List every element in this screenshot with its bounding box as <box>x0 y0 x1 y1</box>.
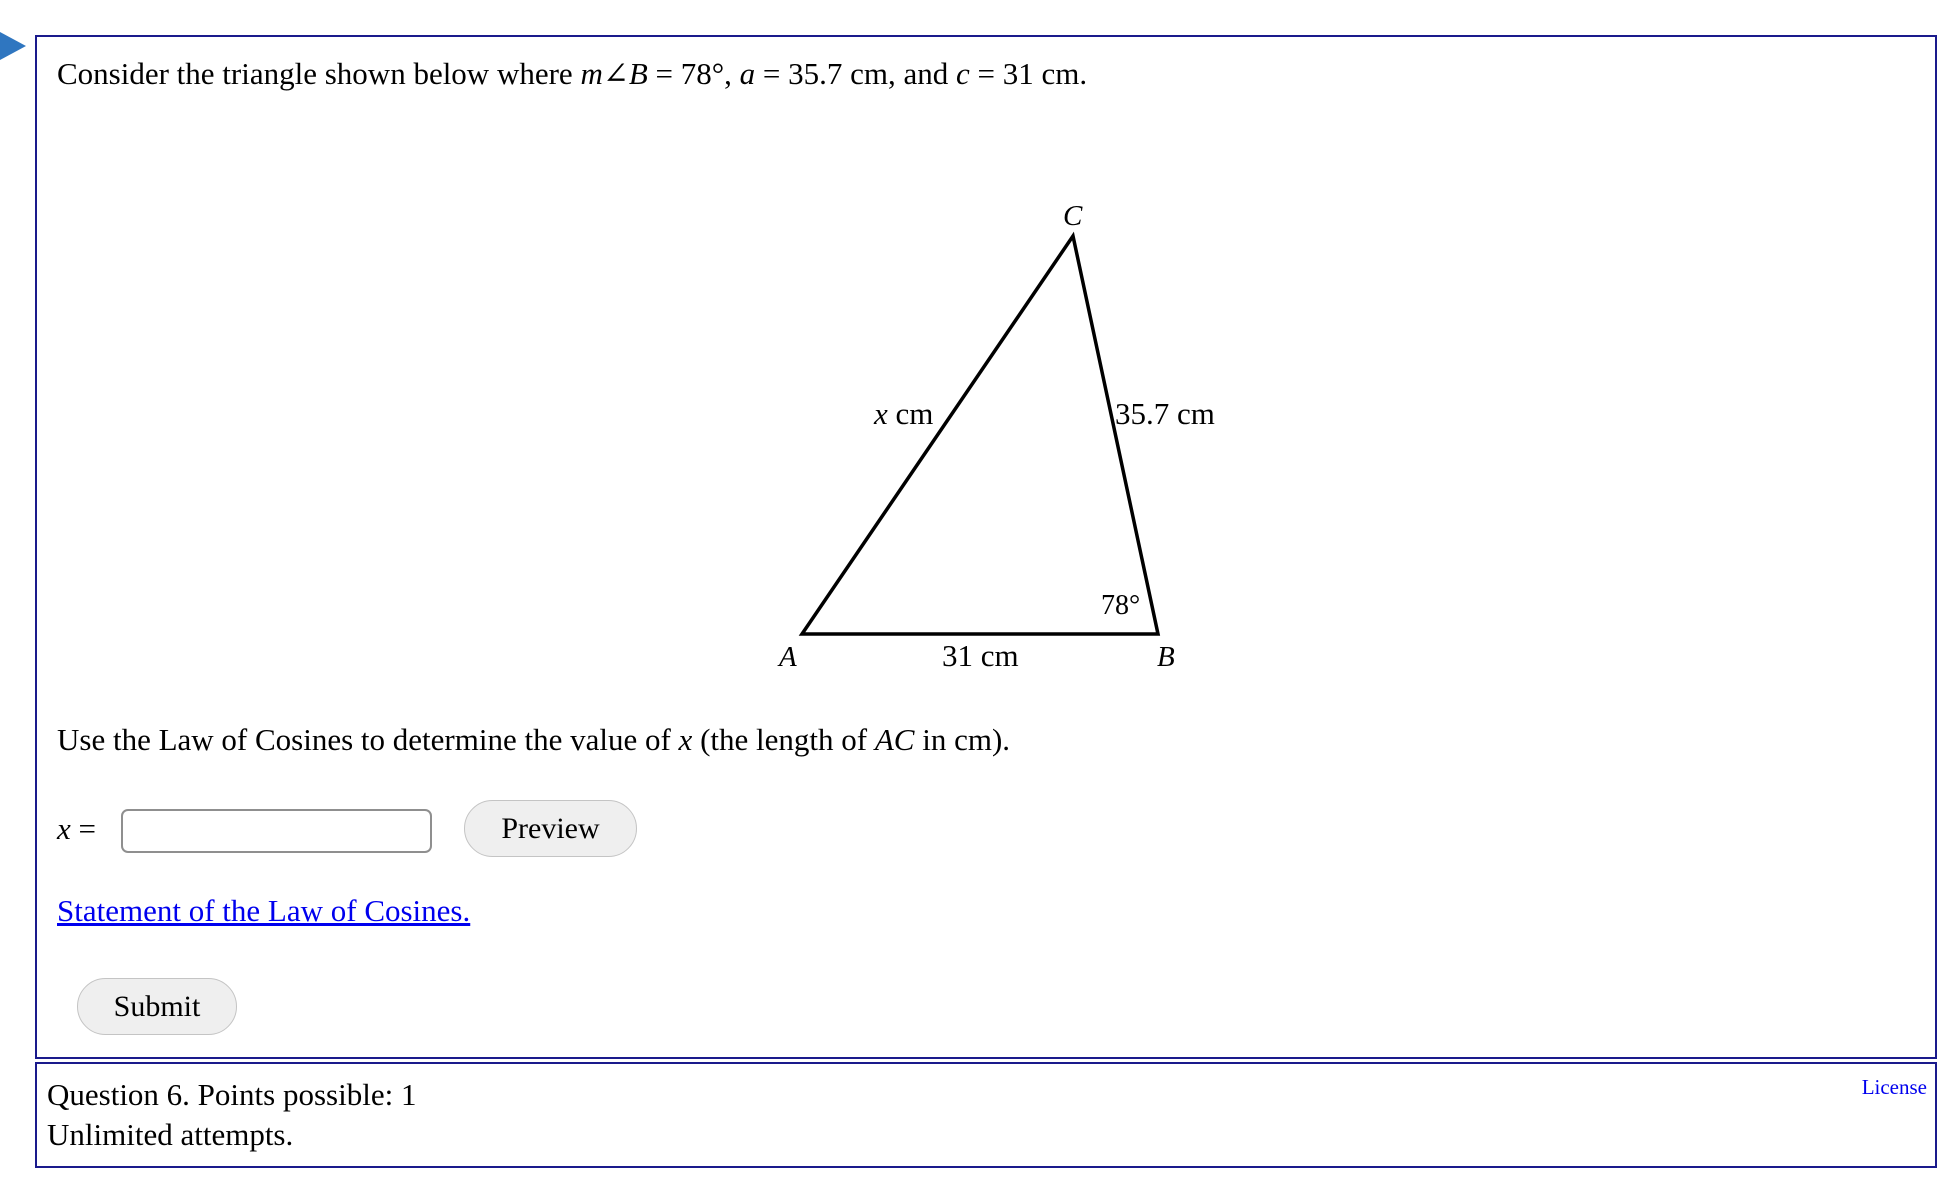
prompt-var-m: m <box>580 56 603 91</box>
instruction-text: Use the Law of Cosines to determine the value of <box>57 722 679 757</box>
instruction-var-x: x <box>678 722 693 757</box>
question-instruction <box>57 722 1010 758</box>
points-possible-text: Question 6. Points possible: 1 <box>47 1077 417 1112</box>
license-link[interactable]: License <box>1861 1075 1927 1099</box>
preview-button[interactable]: Preview <box>464 800 637 857</box>
instruction-text-end: in cm). <box>914 722 1011 757</box>
answer-label <box>57 811 96 847</box>
prompt-side-a-value: = 35.7 cm, and <box>755 56 957 91</box>
angle-symbol: ∠ <box>602 56 629 91</box>
side-ac-unit: cm <box>887 396 934 431</box>
side-ac-label <box>873 396 933 431</box>
prompt-var-a: a <box>739 56 756 91</box>
submit-button[interactable]: Submit <box>77 978 237 1035</box>
vertex-b-label: B <box>1157 641 1175 673</box>
angle-b-label: 78° <box>1101 590 1141 621</box>
instruction-var-ac: AC <box>874 722 915 757</box>
side-ac-var: x <box>874 396 888 431</box>
law-of-cosines-link[interactable]: Statement of the Law of Cosines. <box>57 893 471 928</box>
answer-input[interactable] <box>121 809 432 853</box>
answer-label-var: x <box>57 811 71 846</box>
vertex-c-label: C <box>1063 200 1083 232</box>
prompt-var-c: c <box>956 56 970 91</box>
prompt-side-c-value: = 31 cm. <box>969 56 1088 91</box>
side-bc-label: 35.7 cm <box>1115 396 1215 431</box>
instruction-text-mid: (the length of <box>692 722 875 757</box>
prompt-var-b: B <box>628 56 648 91</box>
answer-label-eq: = <box>70 811 96 846</box>
side-ab-label: 31 cm <box>942 638 1019 673</box>
attempts-text: Unlimited attempts. <box>47 1117 294 1152</box>
prompt-text: Consider the triangle shown below where <box>57 56 581 91</box>
triangle-shape <box>802 236 1158 634</box>
vertex-a-label: A <box>779 641 797 673</box>
prompt-angle-value: = 78°, <box>647 56 740 91</box>
